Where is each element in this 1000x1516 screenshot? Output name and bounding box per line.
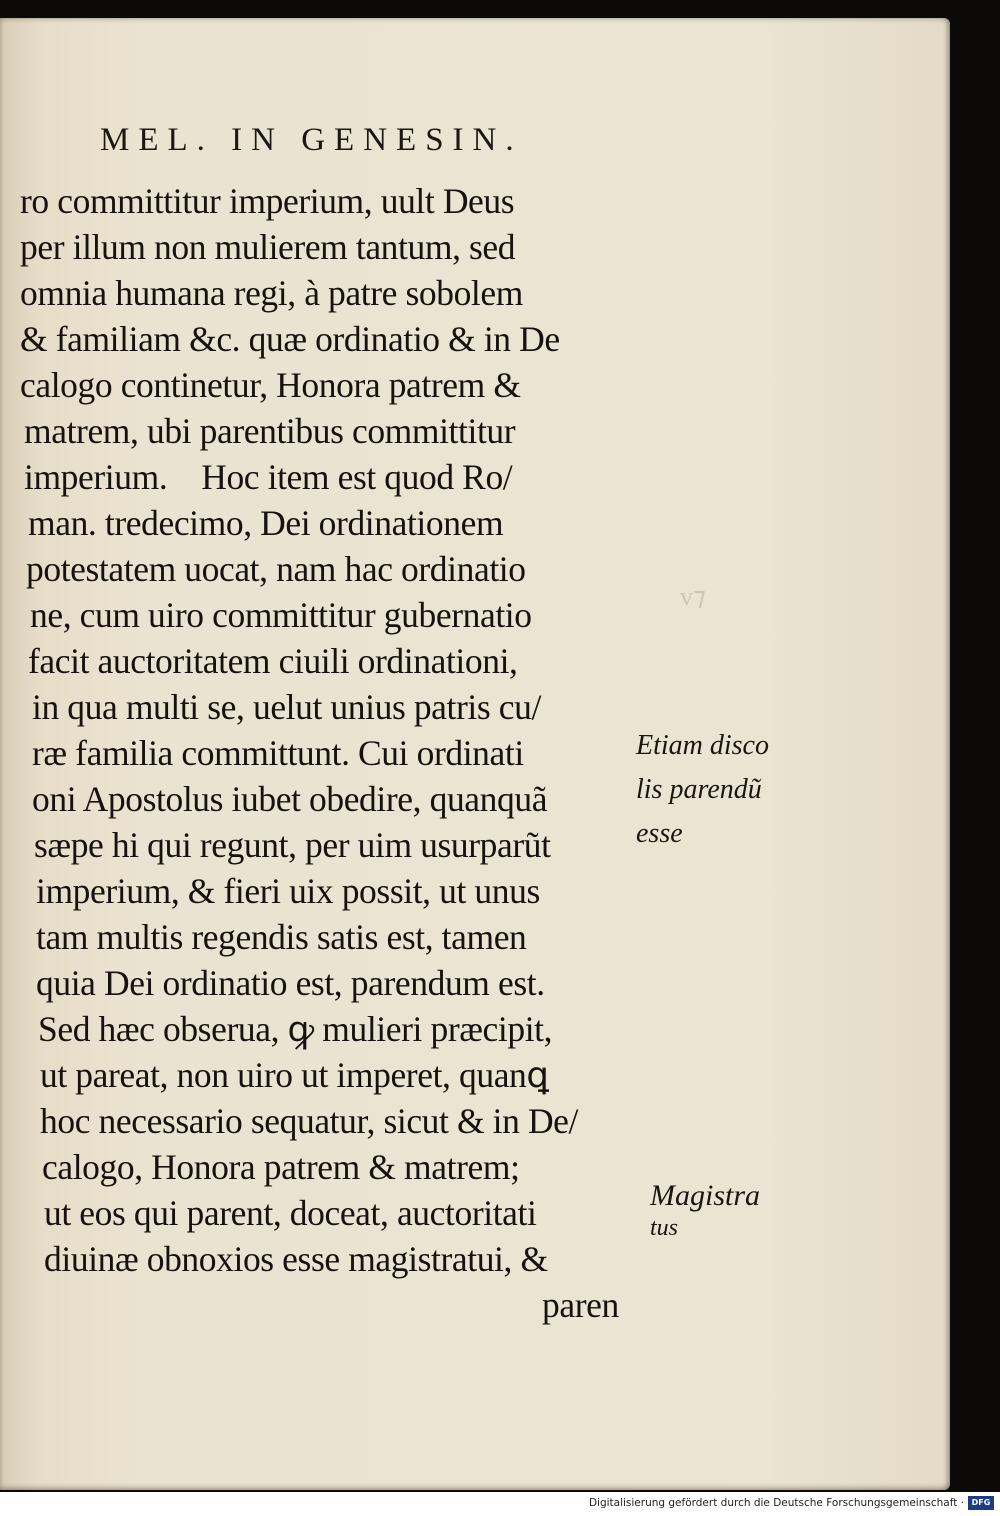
marginal-note-line: Magistra: [650, 1179, 761, 1212]
marginal-note-line: esse: [636, 818, 683, 849]
dfg-logo-icon: DFG: [968, 1496, 994, 1510]
text-line: ne, cum uiro committitur gubernatio: [30, 595, 532, 635]
text-line: hoc necessario sequatur, sicut & in De/: [40, 1101, 578, 1141]
text-line: ro committitur imperium, uult Deus: [20, 181, 515, 221]
body-text: [20, 178, 640, 1328]
running-head: MEL. IN GENESIN.: [100, 122, 523, 158]
text-line: imperium. Hoc item est quod Ro/: [24, 457, 513, 497]
text-line: facit auctoritatem ciuili ordinationi,: [28, 641, 518, 681]
text-line: & familiam &c. quæ ordinatio & in De: [20, 319, 560, 359]
funding-credit: Digitalisierung gefördert durch die Deutsche Forschungsgemeinschaft ·: [588, 1497, 964, 1509]
text-line: sæpe hi qui regunt, per uim usurparũt: [34, 825, 551, 865]
marginal-note-line: lis parendũ: [636, 774, 762, 805]
text-line: calogo continetur, Honora patrem &: [20, 365, 521, 405]
marginal-note: [650, 1174, 760, 1250]
text-line: ut pareat, non uiro ut imperet, quanꝗ: [40, 1055, 549, 1095]
text-line: Sed hæc obserua, ꝙ mulieri præcipit,: [38, 1009, 553, 1049]
text-line: per illum non mulierem tantum, sed: [20, 227, 516, 267]
text-line: imperium, & fieri uix possit, ut unus: [36, 871, 540, 911]
text-line: omnia humana regi, à patre sobolem: [20, 273, 523, 313]
text-line: tam multis regendis satis est, tamen: [36, 917, 527, 957]
marginal-note: [636, 724, 769, 856]
marginal-note-line: Etiam disco: [636, 730, 769, 761]
text-line: oni Apostolus iubet obedire, quanquã: [32, 779, 548, 819]
text-line: ut eos qui parent, doceat, auctoritati: [44, 1193, 537, 1233]
show-through-mark: v⁊​: [680, 582, 706, 611]
text-line: man. tredecimo, Dei ordinationem: [28, 503, 504, 543]
text-line: diuinæ obnoxios esse magistratui, &: [44, 1239, 548, 1279]
text-line: matrem, ubi parentibus committitur: [24, 411, 516, 451]
footer-bar: [0, 1492, 1000, 1516]
text-line: potestatem uocat, nam hac ordinatio: [26, 549, 526, 589]
text-line: quia Dei ordinatio est, parendum est.: [36, 963, 545, 1003]
marginal-note-line: tus: [650, 1215, 679, 1241]
text-line: in qua multi se, uelut unius patris cu/: [32, 687, 541, 727]
catchword: paren: [542, 1285, 619, 1325]
text-line: calogo, Honora patrem & matrem;: [42, 1147, 520, 1187]
text-line: ræ familia committunt. Cui ordinati: [32, 733, 524, 773]
